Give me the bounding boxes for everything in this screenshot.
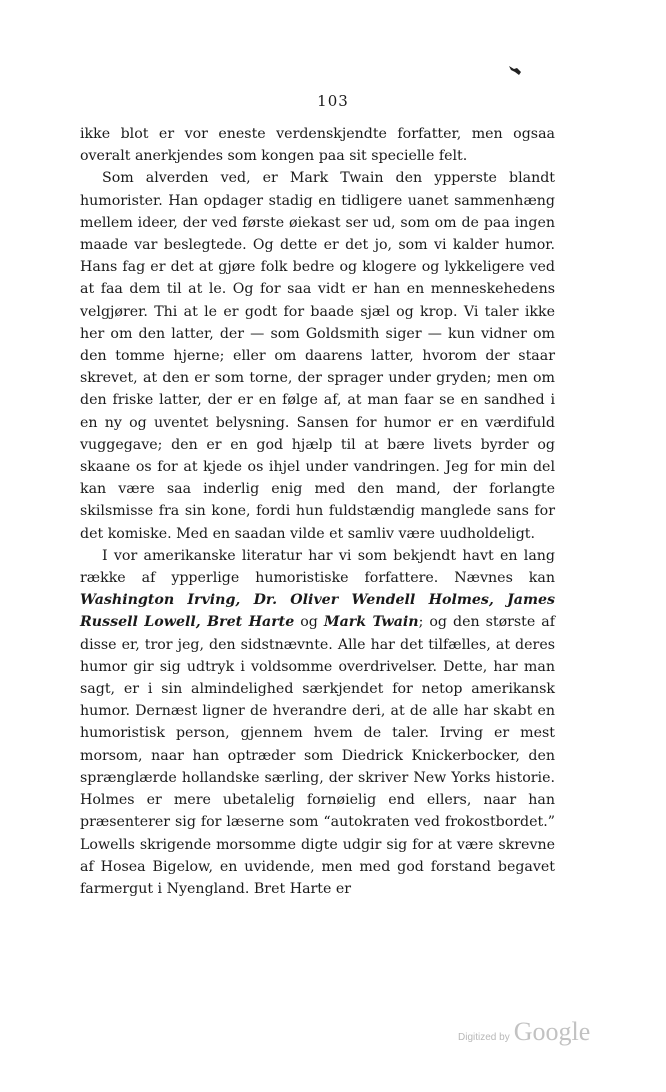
paragraph-text: ikke blot er vor eneste verdenskjendte forfatter, men ogsaa overalt anerkjendes som kongen paa sit specielle felt. xyxy=(80,126,555,165)
emphasized-names: Washington Irving, Dr. Oliver Wendell Holmes, James Russell Lowell, Bret Harte xyxy=(80,592,555,631)
page-number: 103 xyxy=(317,92,349,110)
digitized-label: Digitized by xyxy=(458,1032,510,1043)
google-logo: Google xyxy=(513,1017,591,1046)
ink-mark xyxy=(508,64,522,76)
paragraph-text: I vor amerikanske literatur har vi som bekjendt havt en lang række af ypperlige humoristiske forfattere. Nævnes kan xyxy=(80,547,555,587)
paragraph xyxy=(80,167,555,544)
paragraph-text: Som alverden ved, er Mark Twain den ypperste blandt humorister. Han opdager stadig en tidligere uanet sammenhæng mellem ideer, der ved første øiekast ser ud, som om de paa ingen maade var beslegtede. Og dette er det jo, som vi kalder humor. Hans fag er det at gjøre folk bedre og klogere og lykkeligere ved at faa dem til at le. Og for saa vidt er han en menneskehedens velgjører. Thi at le er godt for baade sjæl og krop. Vi taler ikke her om den latter, der — som Goldsmith siger — kun vidner om den tomme hjerne; eller om daarens latter, hvorom der staar skrevet, at den er som torne, der sprager under gryden; men om den friske latter, der er en følge af, at man faar se en sandhed i en ny og uventet belysning. Sansen for humor er en værdifuld vuggegave; den er en god hjælp til at bære livets byrder og skaane os for at kjede os ihjel under vandringen. Jeg for min del kan være saa inderlig enig med den mand, der forlangte skilsmisse fra sin kone, fordi hun fuldstændig manglede sans for det komiske. Med en saadan vilde et samliv være uudholdeligt. xyxy=(80,170,555,542)
paragraph xyxy=(80,123,555,167)
emphasized-names: Mark Twain xyxy=(323,614,419,631)
paragraph-text: ; og den største af disse er, tror jeg, den sidstnævnte. Alle har det tilfælles, at deres humor gir sig udtryk i voldsomme overdrivelser. Dette, har man sagt, er i sin almindelighed særkjendet for netop amerikansk humor. Dernæst ligner de hverandre deri, at de alle har skabt en humoristisk person, gjennem hvem de taler. Irving er mest morsom, naar han optræder som Diedrick Knickerbocker, den sprænglærde hollandske særling, der skriver New Yorks historie. Holmes er mere ubetalelig fornøielig end ellers, naar han præsenterer sig for læserne som “autokraten ved frokostbordet.” Lowells skrigende morsomme digte udgir sig for at være skrevne af Hosea Bigelow, en uvidende, men med god forstand begavet farmergut i Nyengland. Bret Harte er xyxy=(80,614,555,897)
paragraph xyxy=(80,545,555,900)
google-watermark xyxy=(458,1017,590,1047)
body-text xyxy=(80,123,555,900)
paragraph-text: og xyxy=(294,614,324,631)
